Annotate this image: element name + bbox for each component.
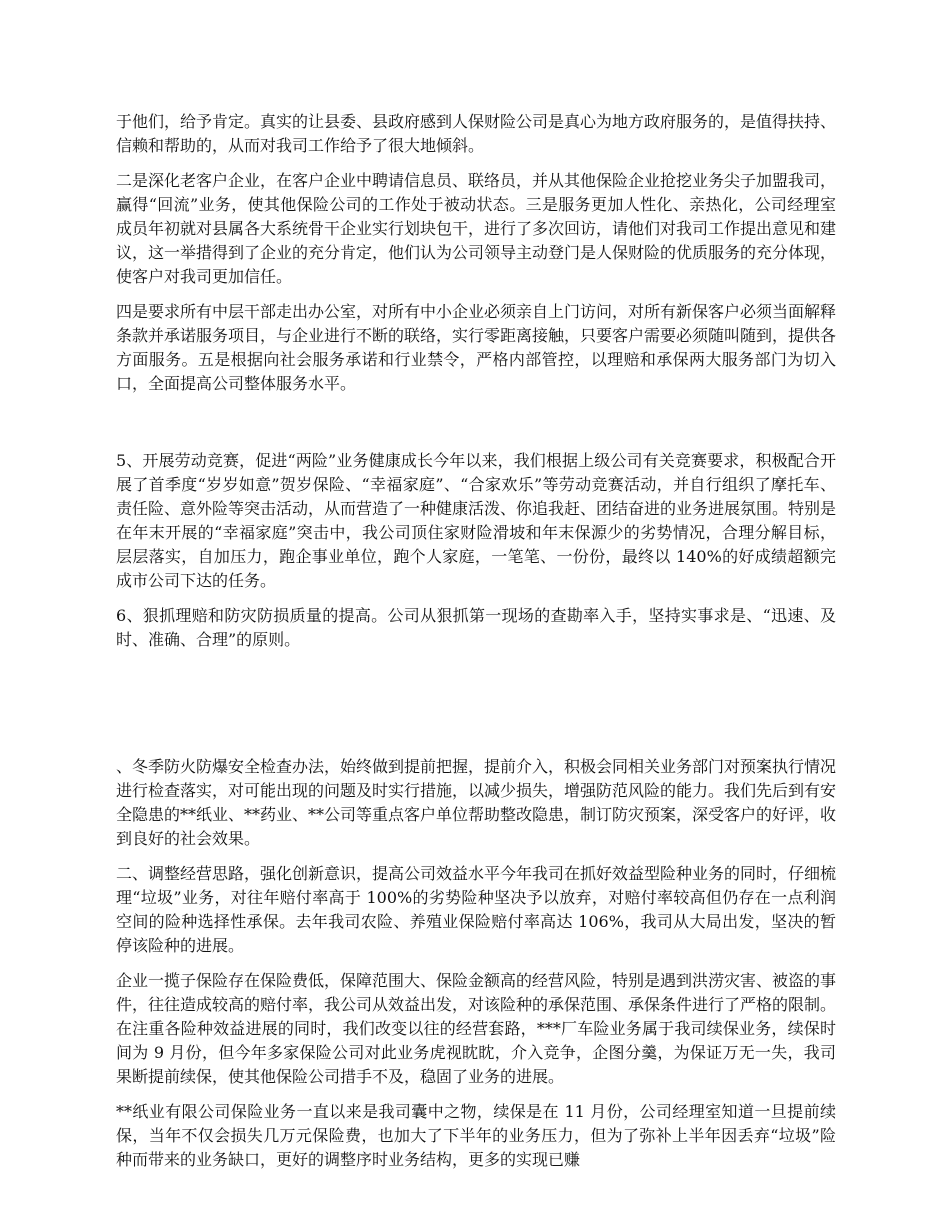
paragraph-3: 四是要求所有中层干部走出办公室，对所有中小企业必须亲自上门访问，对所有新保客户必须当面解释条款并承诺服务项目，与企业进行不断的联络，实行零距离接触，只要客户需要必须随叫随到，提供各方面服务。五是根据向社会服务承诺和行业禁令，严格内部管控，以理赔和承保两大服务部门为切入口，全面提高公司整体服务水平。 [116, 302, 837, 393]
paragraph-2: 二是深化老客户企业，在客户企业中聘请信息员、联络员，并从其他保险企业抢挖业务尖子加盟我司，赢得“回流”业务，使其他保险公司的工作处于被动状态。三是服务更加人性化、亲热化，公司经理室成员年初就对县属各大系统骨干企业实行划块包干，进行了多次回访，请他们对我司工作提出意见和建议，这一举措得到了企业的充分肯定，他们认为公司领导主动登门是人保财险的优质服务的充分体现，使客户对我司更加信任。 [116, 171, 837, 286]
paragraph-5: 6、狠抓理赔和防灾防损质量的提高。公司从狠抓第一现场的查勘率入手，坚持实事求是、“迅速、及时、准确、合理”的原则。 [116, 606, 836, 649]
paragraph-spacer [116, 663, 836, 755]
paragraph-spacer [116, 407, 836, 449]
paragraph-9: **纸业有限公司保险业务一直以来是我司囊中之物，续保是在 11 月份，公司经理室知道一旦提前续保，当年不仅会损失几万元保险费，也加大了下半年的业务压力，但为了弥补上半年因丢弃“垃圾”险种而带来的业务缺口，更好的调整序时业务结构，更多的实现已赚 [116, 1102, 836, 1169]
paragraph-1: 于他们，给予肯定。真实的让县委、县政府感到人保财险公司是真心为地方政府服务的，是值得扶持、信赖和帮助的，从而对我司工作给予了很大地倾斜。 [116, 112, 837, 155]
paragraph-4: 5、开展劳动竞赛，促进“两险”业务健康成长今年以来，我们根据上级公司有关竞赛要求，积极配合开展了首季度“岁岁如意”贺岁保险、“幸福家庭”、“合家欢乐”等劳动竞赛活动，并自行组织了摩托车、责任险、意外险等突击活动，从而营造了一种健康活泼、你追我赶、团结奋进的业务进展氛围。特别是在年末开展的“幸福家庭”突击中，我公司顶住家财险滑坡和年末保源少的劣势情况，合理分解目标，层层落实，自加压力，跑企事业单位，跑个人家庭，一笔笔、一份份，最终以 140%的好成绩超额完成市公司下达的任务。 [116, 451, 837, 590]
paragraph-7: 二、调整经营思路，强化创新意识，提高公司效益水平今年我司在抓好效益型险种业务的同时，仔细梳理“垃圾”业务，对往年赔付率高于 100%的劣势险种坚决予以放弃，对赔付率较高但仍存在一点利润空间的险种选择性承保。去年我司农险、养殖业保险赔付率高达 106%，我司从大局出发，坚决的暂停该险种的进展。 [116, 864, 837, 955]
document-body [116, 110, 836, 1183]
paragraph-6: 、冬季防火防爆安全检查办法，始终做到提前把握，提前介入，积极会同相关业务部门对预案执行情况进行检查落实，对可能出现的问题及时实行措施，以减少损失，增强防范风险的能力。我们先后到有安全隐患的**纸业、**药业、**公司等重点客户单位帮助整改隐患，制订防灾预案，深受客户的好评，收到良好的社会效果。 [116, 757, 837, 848]
paragraph-8: 企业一揽子保险存在保险费低，保障范围大、保险金额高的经营风险，特别是遇到洪涝灾害、被盗的事件，往往造成较高的赔付率，我公司从效益出发，对该险种的承保范围、承保条件进行了严格的限制。在注重各险种效益进展的同时，我们改变以往的经营套路，***厂车险业务属于我司续保业务，续保时间为 9 月份，但今年多家保险公司对此业务虎视眈眈，介入竞争，企图分羹，为保证万无一失，我司果断提前续保，使其他保险公司措手不及，稳固了业务的进展。 [116, 971, 837, 1086]
